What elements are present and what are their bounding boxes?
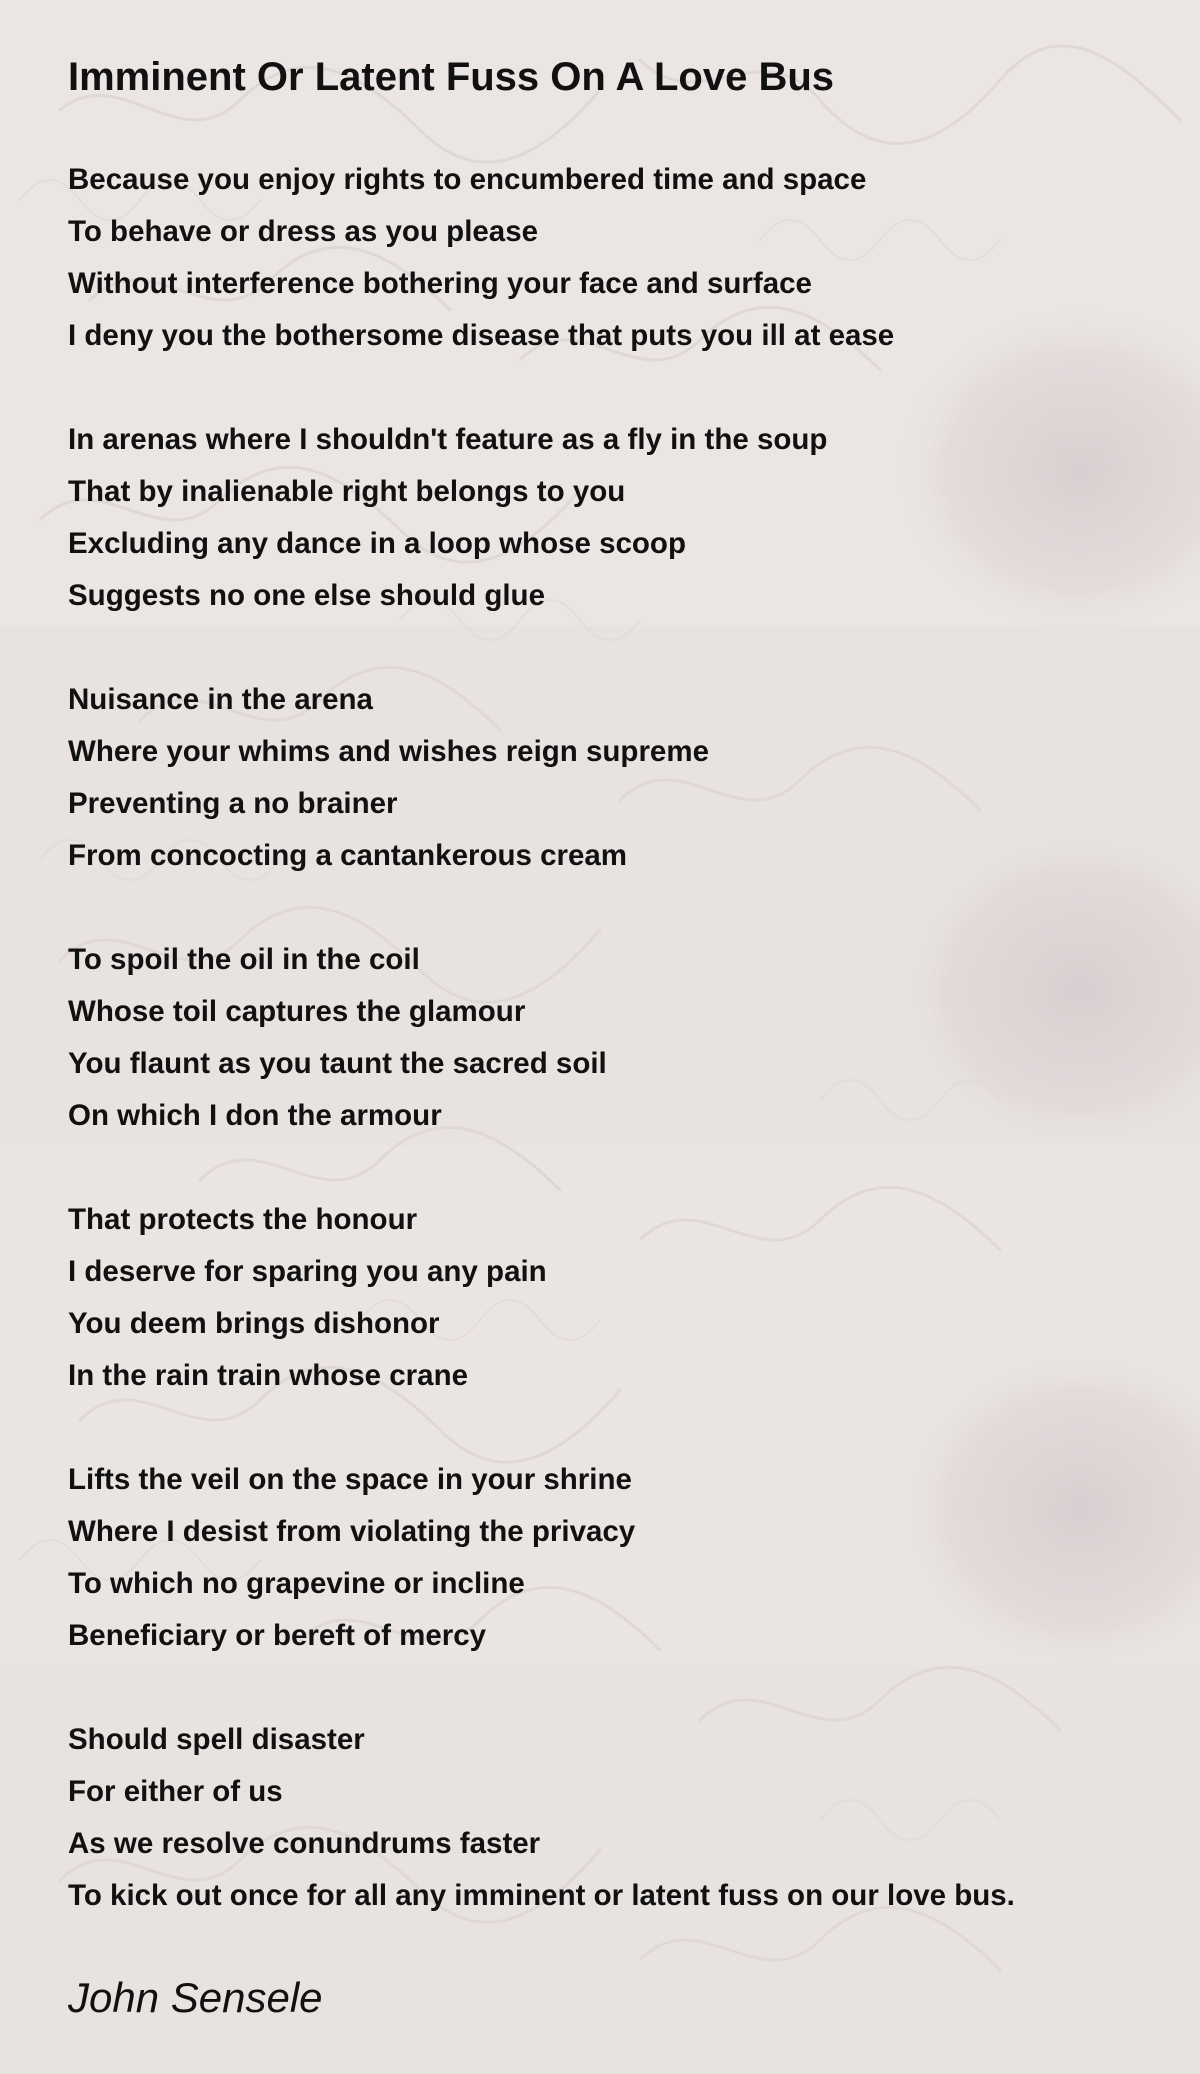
poem-stanza [68, 674, 1168, 882]
poem-line: To behave or dress as you please [68, 215, 539, 248]
poem-line: Preventing a no brainer [68, 787, 398, 820]
poem-line: Because you enjoy rights to encumbered time and space [68, 163, 867, 196]
poem-line: From concocting a cantankerous cream [68, 839, 628, 872]
poem-author: John Sensele [68, 1974, 323, 2021]
poem-title: Imminent Or Latent Fuss On A Love Bus [68, 55, 835, 99]
poem-line: Beneficiary or bereft of mercy [68, 1619, 487, 1652]
poem-stanza [68, 414, 1168, 622]
poem-line: In the rain train whose crane [68, 1359, 468, 1392]
poem-stanza [68, 1454, 1168, 1662]
poem-line: I deny you the bothersome disease that puts you ill at ease [68, 319, 895, 352]
poem-line: Nuisance in the arena [68, 683, 373, 716]
poem-line: That by inalienable right belongs to you [68, 475, 626, 508]
poem-stanza [68, 154, 1168, 362]
poem-line: To spoil the oil in the coil [68, 943, 420, 976]
poem-stanza [68, 1714, 1168, 1922]
poem-line: Without interference bothering your face and surface [68, 267, 812, 300]
poem-line: Where your whims and wishes reign supreme [68, 735, 709, 768]
poem-line: In arenas where I shouldn't feature as a fly in the soup [68, 423, 828, 456]
poem-container [68, 46, 1168, 1974]
poem-line: Whose toil captures the glamour [68, 995, 526, 1028]
poem-stanza [68, 1194, 1168, 1402]
poem-line: I deserve for sparing you any pain [68, 1255, 547, 1288]
poem-line: That protects the honour [68, 1203, 418, 1236]
poem-line: Suggests no one else should glue [68, 579, 545, 612]
poem-line: You deem brings dishonor [68, 1307, 440, 1340]
poem-stanza [68, 934, 1168, 1142]
poem-line: Excluding any dance in a loop whose scoop [68, 527, 686, 560]
poem-line: Lifts the veil on the space in your shrine [68, 1463, 632, 1496]
poem-body [68, 154, 1168, 1922]
poem-line: On which I don the armour [68, 1099, 442, 1132]
poem-line: As we resolve conundrums faster [68, 1827, 541, 1860]
poem-line: Should spell disaster [68, 1723, 365, 1756]
poem-line: Where I desist from violating the privacy [68, 1515, 636, 1548]
poem-line: To kick out once for all any imminent or latent fuss on our love bus. [68, 1879, 1015, 1912]
poem-line: To which no grapevine or incline [68, 1567, 525, 1600]
poem-line: For either of us [68, 1775, 283, 1808]
poem-line: You flaunt as you taunt the sacred soil [68, 1047, 607, 1080]
